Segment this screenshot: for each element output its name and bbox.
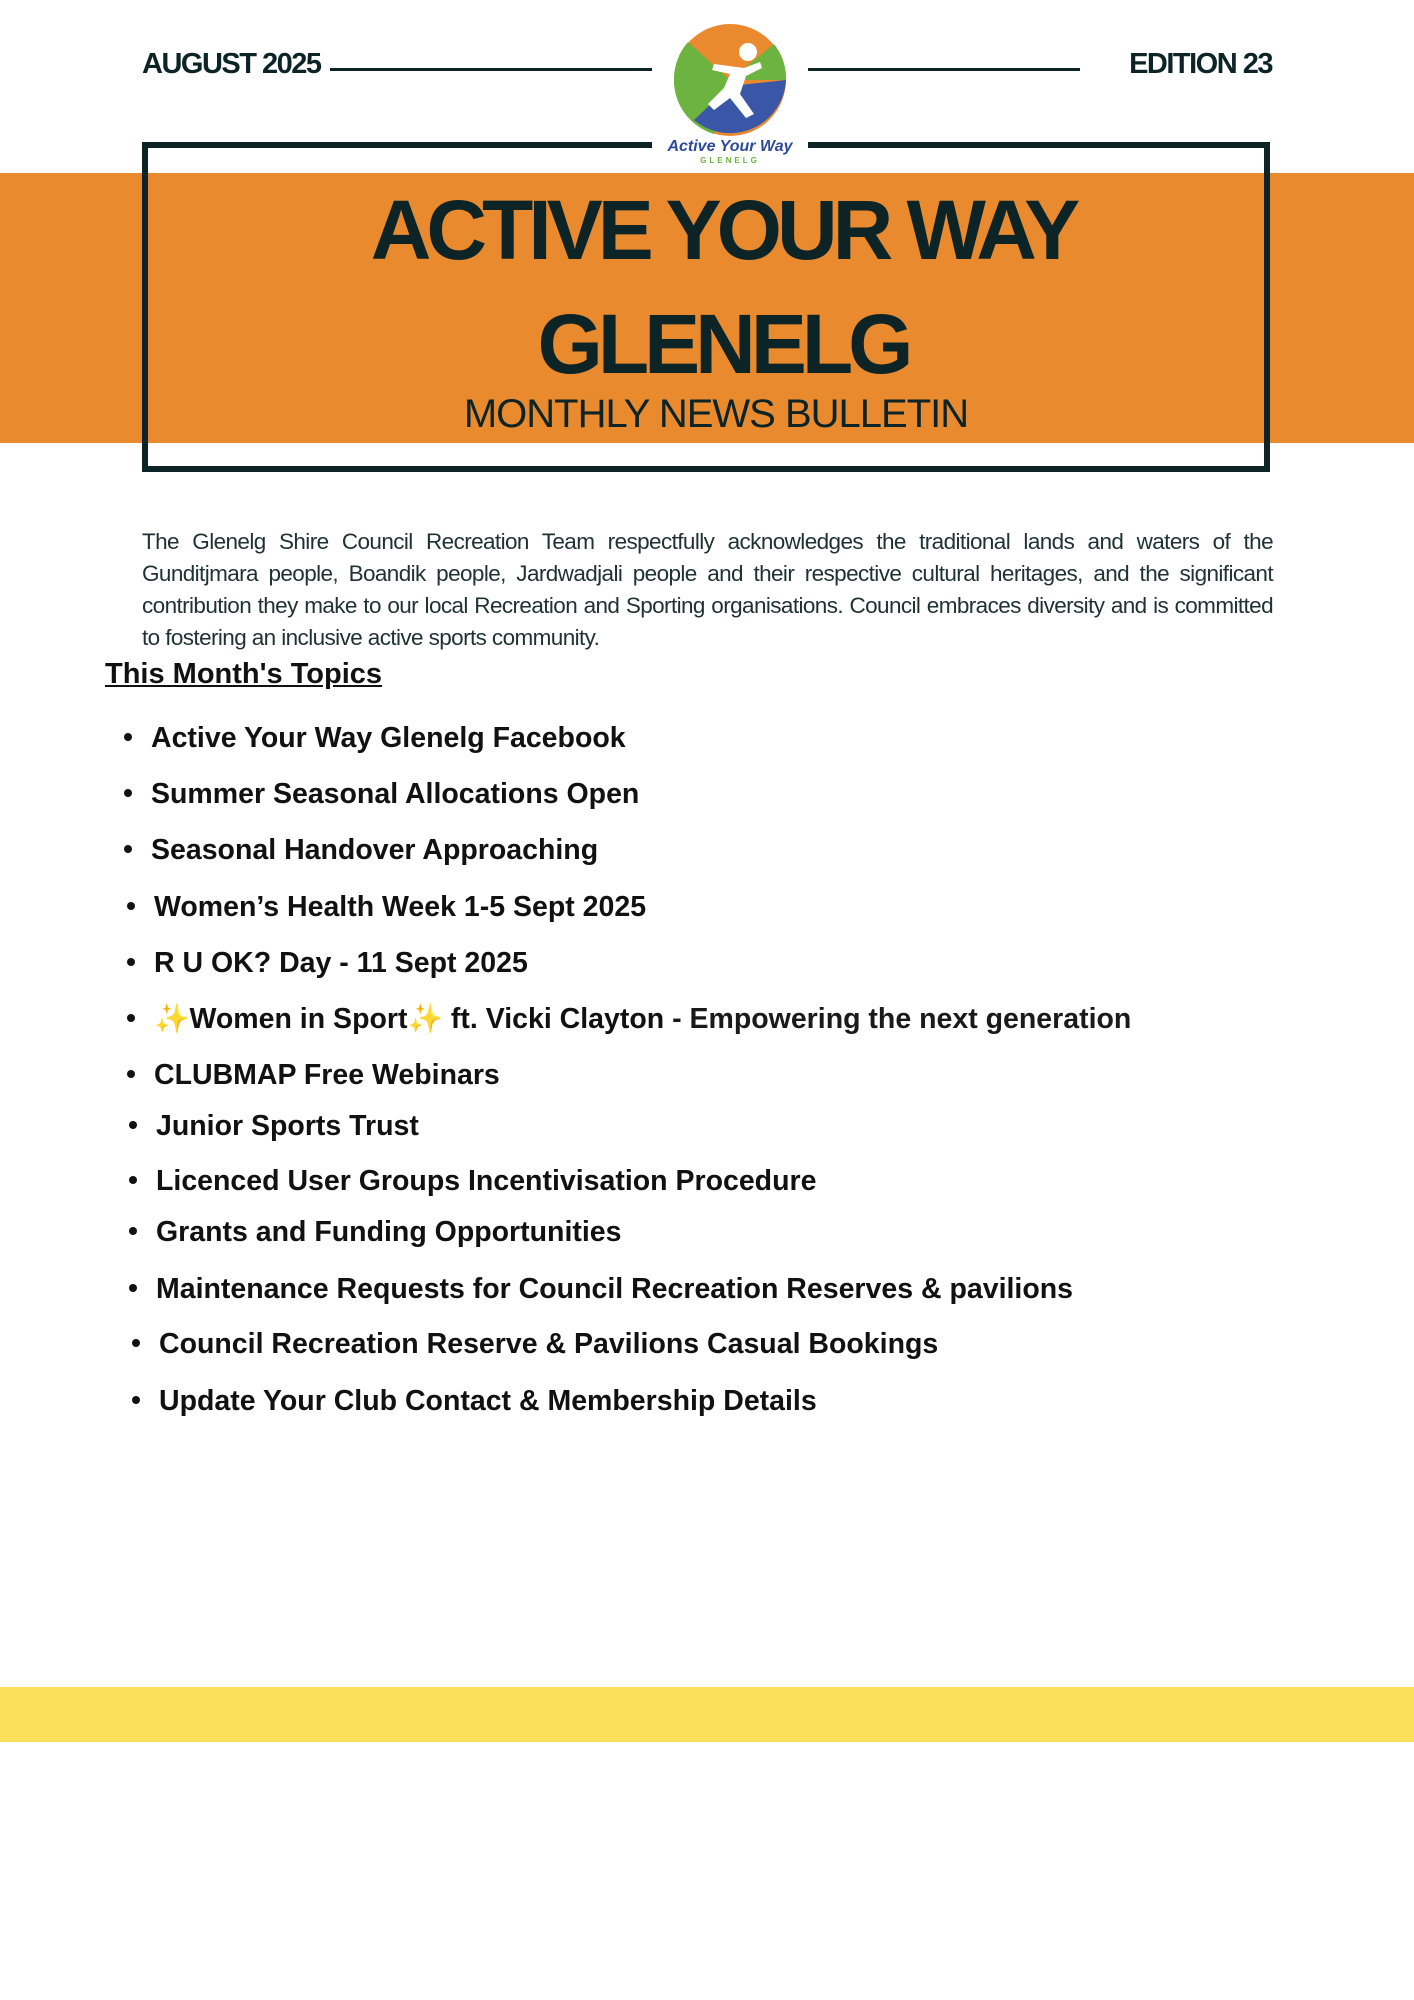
sparkle-icon: ✨ [154,1003,190,1035]
header-line-left [330,68,652,71]
bullet-icon [127,958,135,966]
logo [652,18,808,170]
bullet-icon [127,1070,135,1078]
featured-topic-title: Women in Sport [189,1003,408,1035]
header-edition: EDITION 23 [1129,48,1272,80]
logo-icon [674,24,786,136]
bullet-icon [129,1176,137,1184]
page-title-line-2: GLENELG [537,297,909,391]
page-subtitle: MONTHLY NEWS BULLETIN [463,392,969,436]
bullet-icon [132,1396,140,1404]
yellow-band [0,1687,1414,1742]
topic-item: Summer Seasonal Allocations Open [124,778,639,811]
bullet-icon [132,1339,140,1347]
acknowledgement-paragraph: The Glenelg Shire Council Recreation Team respectfully acknowledges the traditional lands and waters of the Gunditjmara people, Boandik people, Jardwadjali people and their respective cultural heritages, and the significant contribution they make to our local Recreation and Sporting organisations. Council embraces diversity and is committed to fostering an inclusive active sports community. [142,528,1273,650]
topic-item: R U OK? Day - 11 Sept 2025 [127,947,528,980]
bullet-icon [127,1014,135,1022]
featured-topic-tagline: - Empowering the next generation [664,1003,1132,1035]
header-date: AUGUST 2025 [142,48,321,80]
bullet-icon [129,1284,137,1292]
bullet-icon [124,845,132,853]
featured-topic-guest: ft. Vicki Clayton [442,1003,665,1035]
topic-item: Grants and Funding Opportunities [129,1216,621,1249]
header-line-right [808,68,1080,71]
topic-item: Maintenance Requests for Council Recreation Reserves & pavilions [129,1273,1073,1306]
logo-text: Active Your Way [667,138,793,155]
topic-item: CLUBMAP Free Webinars [127,1059,500,1092]
topic-item: Seasonal Handover Approaching [124,834,598,867]
topic-item: Women’s Health Week 1-5 Sept 2025 [127,891,646,924]
logo-subtext: GLENELG [700,156,760,165]
topic-item: Junior Sports Trust [129,1110,419,1143]
bullet-icon [129,1121,137,1129]
topic-item: Update Your Club Contact & Membership Details [132,1385,817,1418]
bullet-icon [124,733,132,741]
sparkle-icon: ✨ [407,1003,443,1035]
topic-item-featured [127,1002,1131,1036]
topic-item: Licenced User Groups Incentivisation Procedure [129,1165,816,1198]
topics-heading: This Month's Topics [105,658,383,690]
bullet-icon [124,789,132,797]
bullet-icon [129,1227,137,1235]
bullet-icon [127,902,135,910]
topic-item: Council Recreation Reserve & Pavilions Casual Bookings [132,1328,938,1361]
topic-item: Active Your Way Glenelg Facebook [124,722,626,755]
page-title-line-1: ACTIVE YOUR WAY [370,183,1076,277]
